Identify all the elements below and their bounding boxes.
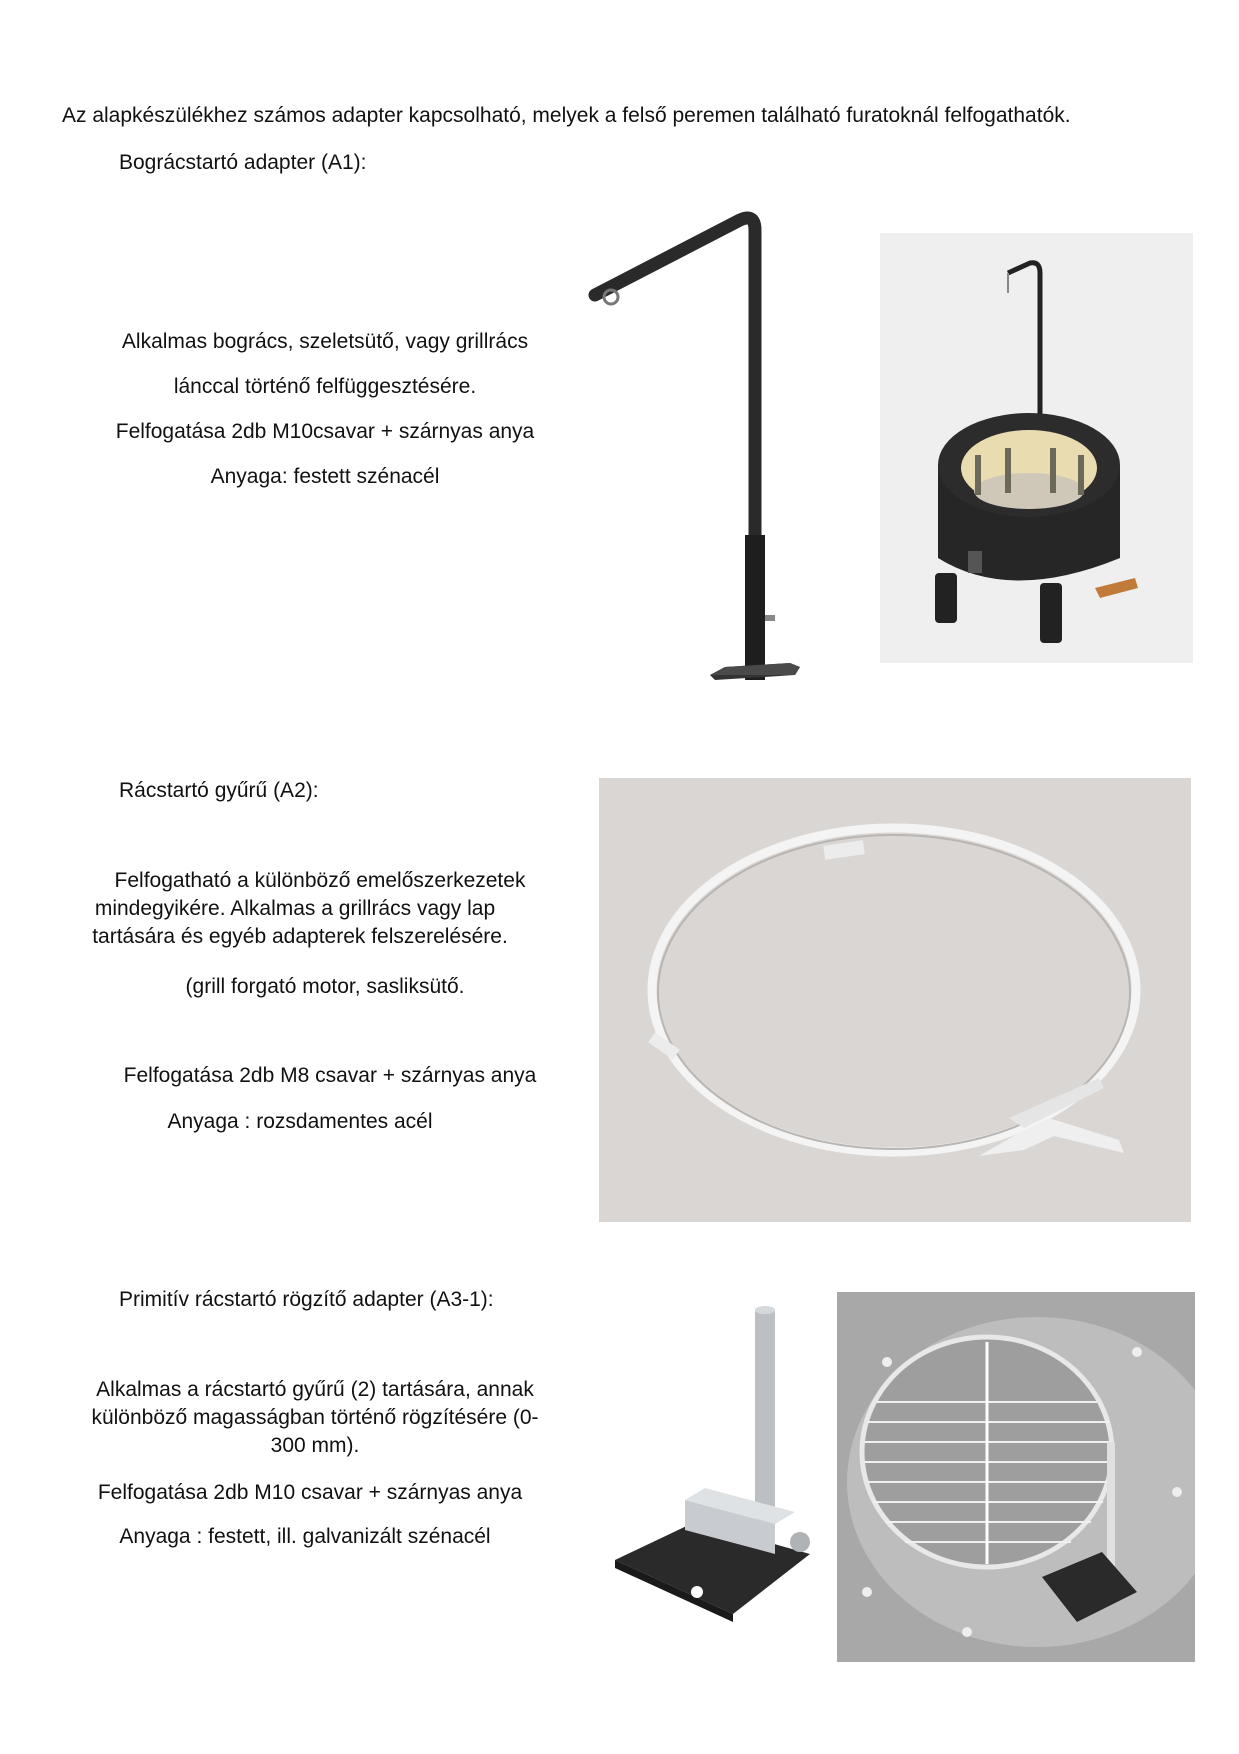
a3-line-2: különböző magasságban történő rögzítésére (0- [91,1406,539,1429]
a1-line-4: Anyaga: festett szénacél [210,465,440,488]
a1-line-3: Felfogatása 2db M10csavar + szárnyas anya [115,420,535,443]
a2-line-6: Anyaga : rozsdamentes acél [167,1110,433,1133]
section-a1-heading: Bográcstartó adapter (A1): [119,151,367,174]
a3-line-4: Felfogatása 2db M10 csavar + szárnyas anya [97,1481,523,1504]
a2-line-4: (grill forgató motor, sasliksütő. [185,975,465,998]
a1-line-1: Alkalmas bogrács, szeletsütő, vagy grillrács [121,330,529,353]
a1-line-2: lánccal történő felfüggesztésére. [173,375,477,398]
grate-mounted-image [837,1292,1195,1662]
hanger-arm-image [585,205,805,695]
a3-line-5: Anyaga : festett, ill. galvanizált szénacél [119,1525,491,1548]
grate-holder-adapter-image [605,1292,837,1662]
a2-line-3: tartására és egyéb adapterek felszerelésére. [92,925,508,948]
intro-text: Az alapkészülékhez számos adapter kapcsolható, melyek a felső peremen található furatoknál felfogathatók. [62,104,1071,127]
device-with-hanger-image [880,233,1193,663]
a2-line-1: Felfogatható a különböző emelőszerkezetek [114,869,526,892]
grate-ring-image [599,778,1191,1222]
a2-line-2: mindegyikére. Alkalmas a grillrács vagy lap [94,897,496,920]
a2-line-5: Felfogatása 2db M8 csavar + szárnyas anya [123,1064,537,1087]
a3-line-1: Alkalmas a rácstartó gyűrű (2) tartására, annak [96,1378,534,1401]
section-a2-heading: Rácstartó gyűrű (A2): [119,779,319,802]
section-a3-heading: Primitív rácstartó rögzítő adapter (A3-1): [119,1288,494,1311]
a3-line-3: 300 mm). [270,1434,360,1457]
